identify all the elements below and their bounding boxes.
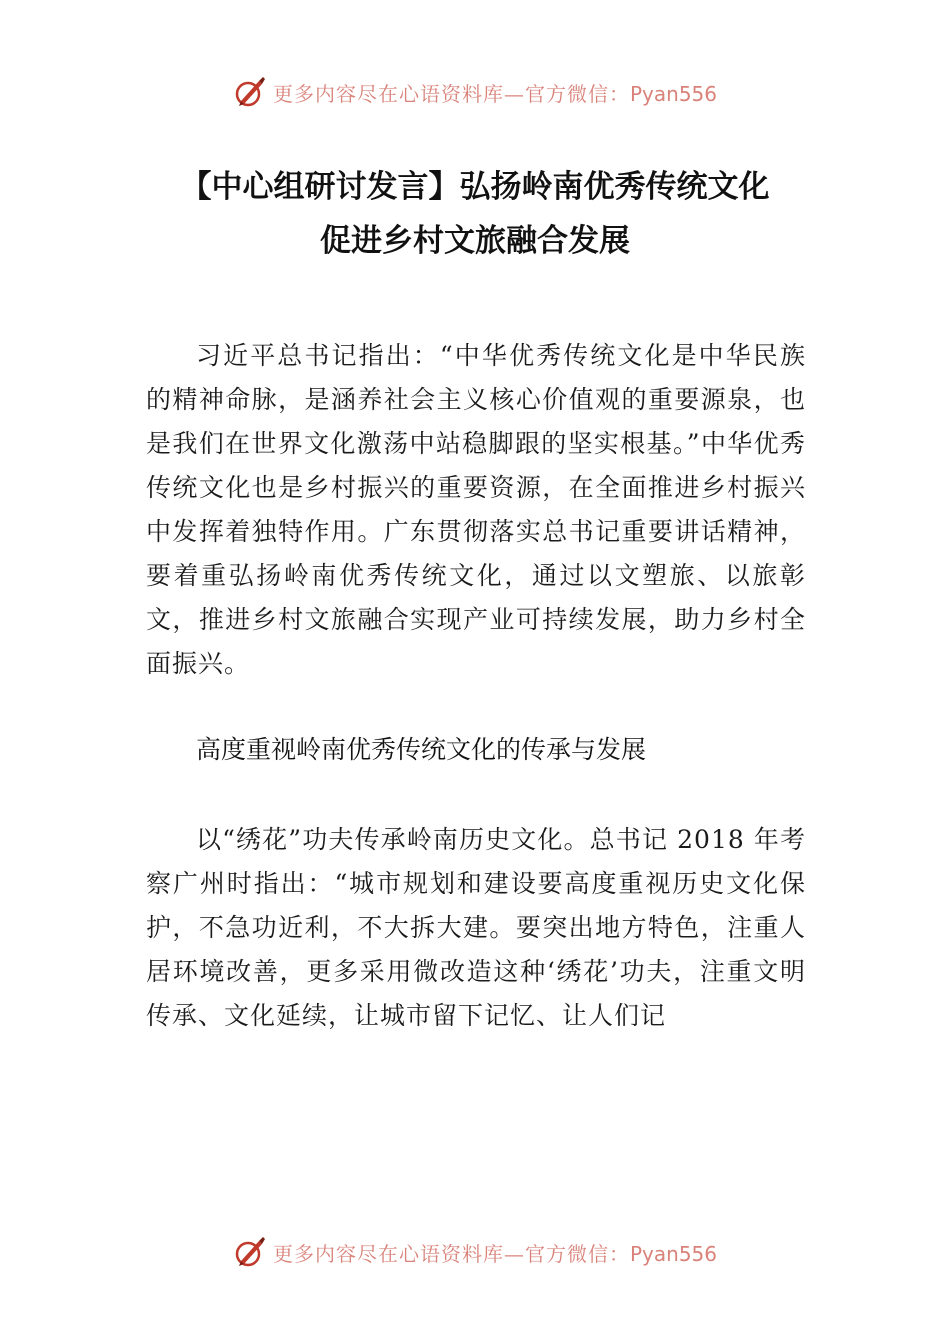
section-paragraph: 以“绣花”功夫传承岭南历史文化。总书记 2018 年考察广州时指出：“城市规划和建设要高度重视历史文化保护，不急功近利，不大拆大建。要突出地方特色，注重人居环境改善，更多采用微改造这种‘绣花’功夫，注重文明传承、文化延续，让城市留下记忆、让人们记 (146, 825, 806, 1030)
header-watermark (0, 72, 950, 112)
intro-paragraph: 习近平总书记指出：“中华优秀传统文化是中华民族的精神命脉，是涵养社会主义核心价值观的重要源泉，也是我们在世界文化激荡中站稳脚跟的坚实根基。”中华优秀传统文化也是乡村振兴的重要资源，在全面推进乡村振兴中发挥着独特作用。广东贯彻落实总书记重要讲话精神，要着重弘扬岭南优秀传统文化，通过以文塑旅、以旅彰文，推进乡村文旅融合实现产业可持续发展，助力乡村全面振兴。 (146, 341, 806, 678)
watermark-text: 更多内容尽在心语资料库—官方微信：Pyan556 (272, 1241, 717, 1266)
footer-watermark (0, 1232, 950, 1272)
section-heading: 高度重视岭南优秀传统文化的传承与发展 (196, 735, 647, 764)
pen-logo-icon (233, 75, 267, 109)
title-line-1: 【中心组研讨发言】弘扬岭南优秀传统文化 (180, 169, 770, 205)
pen-logo-icon (233, 1235, 267, 1269)
watermark-text: 更多内容尽在心语资料库—官方微信：Pyan556 (272, 81, 717, 106)
document-title (60, 160, 890, 268)
title-line-2: 促进乡村文旅融合发展 (320, 223, 630, 259)
